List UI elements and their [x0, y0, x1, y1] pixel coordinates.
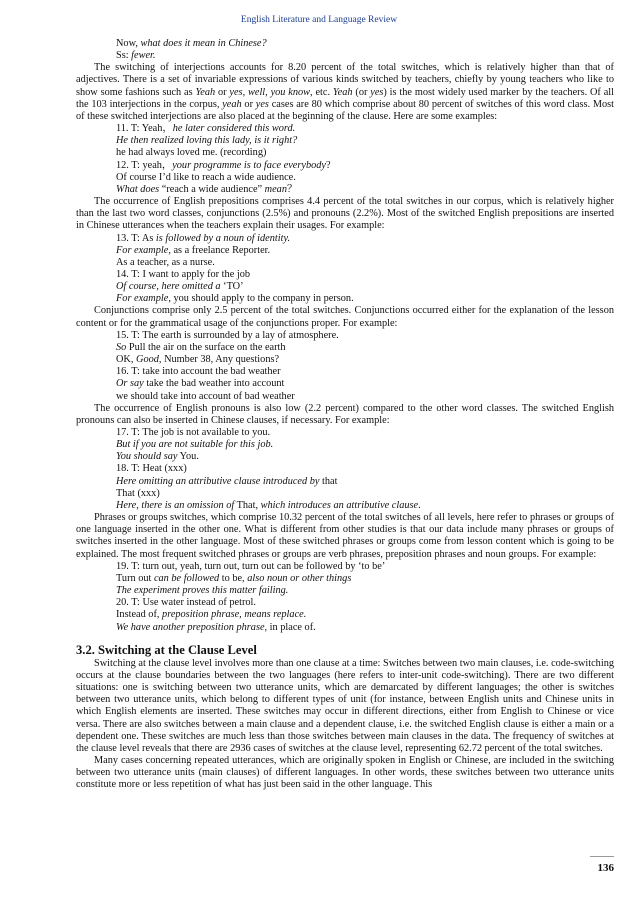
text-run: Switching at the clause level involves more than one clause at a time: Switches between two main clauses, i.e. code-switching occurs at the clause boundaries between the two languages (here refers to inter-unit code-switching). There are two different situations: one is switching between two utterance units, which are demarcated by different languages; the other is switches between two utterance units, which belong to different types of unit (for instance, between English units and Chinese units in which English elements are inserted. These switches may occur in different directions, either from English to Chinese or vice versa. There are also switches between a main clause and a dependent clause, i.e. the switched English clause is either a main or a dependent one. These switches are much less than those switches between main clauses in the data. The frequency of switches at the clause level reveals that there are 2936 cases of switches at the clause level, representing 62.72 percent of the total switches.	[76, 657, 614, 754]
example-line	[116, 38, 614, 50]
paragraph	[76, 196, 614, 232]
example-line	[116, 233, 614, 245]
example-line	[116, 573, 614, 585]
text-run: or	[215, 86, 230, 98]
example-line	[116, 622, 614, 634]
text-run: we should take into account of bad weather	[116, 390, 295, 402]
italic-text: The experiment proves this matter failing.	[116, 585, 289, 597]
text-run: 3.2. Switching at the Clause Level	[76, 642, 257, 657]
example-line	[116, 354, 614, 366]
text-run: 18. T: Heat (xxx)	[116, 463, 187, 475]
italic-text: yes	[370, 86, 384, 98]
text-run: cases are 80 which comprise about 80 percent of switches of this word class. Most of these switched interjections are also placed at the beginning of the clause. Here are some examples:	[76, 98, 615, 122]
italic-text: Of course, here omitted a	[116, 281, 221, 293]
example-line	[116, 257, 614, 269]
text-run: That,	[234, 499, 261, 511]
italic-text: Here, there is an omission of	[116, 499, 235, 511]
paragraph	[76, 403, 614, 427]
text-run: Instead of,	[116, 609, 163, 621]
text-run: 20. T: Use water instead of petrol.	[116, 597, 256, 609]
text-run: Now,	[116, 38, 141, 49]
text-run: The switching of interjections accounts for 8.20 percent of the total switches, which is relatively higher than that of adjectives. There is a set of invariable expressions of various kinds switched by teachers, chiefly by young teachers who like to show some fashions such as	[76, 62, 614, 98]
italic-text: yes	[255, 98, 269, 110]
text-run: that	[319, 475, 338, 487]
example-line	[116, 561, 614, 573]
italic-text: which introduces an attributive clause	[260, 499, 419, 511]
text-run: ‘TO’	[220, 281, 244, 293]
text-run: 14. T: I want to apply for the job	[116, 268, 250, 280]
text-run: Of course I’d like to reach a wide audience.	[116, 171, 296, 183]
text-run: As a teacher, as a nurse.	[116, 256, 215, 268]
example-line	[116, 245, 614, 257]
example-line	[116, 160, 614, 172]
text-run: 13. T: As	[116, 232, 156, 244]
italic-text: Or say	[116, 378, 144, 390]
text-run: Pull the air on the surface on the earth	[126, 341, 286, 353]
text-run: ?	[325, 159, 331, 171]
text-run: ,	[242, 86, 248, 98]
text-run: Many cases concerning repeated utterances, which are originally spoken in English or Chinese, are included in the switching between two utterance units (main clauses) of different languages. In other words, these switches between two utterance units constitute more or less repetition of what has just been said in the other language. This	[76, 755, 614, 791]
text-run: to be,	[219, 572, 248, 584]
italic-text: So	[116, 341, 127, 353]
text-run: 19. T: turn out, yeah, turn out, turn out can be followed by ‘to be’	[116, 560, 386, 572]
example-line	[116, 123, 614, 135]
text-run: That (xxx)	[116, 487, 160, 499]
text-run: Phrases or groups switches, which comprise 10.32 percent of the total switches of all levels, here refer to phrases or groups of one language inserted in the other one. What is different from other studies is that our data include many phrases or groups of switches inserted in the other language. Most of these switched phrases or groups come from lesson content which is going to be explained. The most frequent switched phrases or groups are verb phrases, preposition phrases and noun groups. For example:	[76, 512, 614, 560]
text-run: take the bad weather into account	[143, 378, 285, 390]
example-line	[116, 500, 614, 512]
footer-rule	[590, 856, 614, 857]
italic-text: he later considered this word.	[172, 123, 296, 135]
example-line	[116, 585, 614, 597]
example-line	[116, 269, 614, 281]
text-run: .	[418, 499, 421, 511]
italic-text: you know	[270, 86, 311, 98]
text-run: he had always loved me. (recording)	[116, 147, 267, 159]
italic-text: also noun or other things	[247, 572, 352, 584]
example-line	[116, 281, 614, 293]
example-line	[116, 50, 614, 62]
paragraph	[76, 512, 614, 561]
example-line	[116, 609, 614, 621]
text-run: , you should apply to the company in person.	[168, 293, 354, 305]
example-line	[116, 488, 614, 500]
text-run: (or	[352, 86, 371, 98]
text-run: ？	[286, 183, 298, 195]
example-line	[116, 147, 614, 159]
text-run: Conjunctions comprise only 2.5 percent of the total switches. Conjunctions occurred either for the explanation of the lesson content or for the grammatical usage of the conjunctions proper. For example:	[76, 305, 614, 329]
text-run: , etc.	[310, 86, 333, 98]
paragraph	[76, 305, 614, 329]
example-line	[116, 451, 614, 463]
text-run: 11. T: Yeah，	[116, 123, 173, 135]
example-line	[116, 597, 614, 609]
text-run: , in place of.	[264, 621, 316, 633]
text-run: Turn out	[116, 572, 154, 584]
running-header: English Literature and Language Review	[240, 15, 398, 25]
example-line	[116, 342, 614, 354]
example-line	[116, 184, 614, 196]
example-line	[116, 439, 614, 451]
example-line	[116, 391, 614, 403]
example-line	[116, 463, 614, 475]
article-body	[76, 38, 614, 792]
italic-text: You should say	[116, 451, 178, 463]
text-run: 12. T: yeah，	[116, 159, 173, 171]
italic-text: mean	[264, 183, 287, 195]
example-line	[116, 366, 614, 378]
italic-text: can be followed	[153, 572, 220, 584]
paragraph	[76, 658, 614, 755]
page-number: 136	[597, 862, 614, 874]
paragraph	[76, 62, 614, 123]
paragraph	[76, 755, 614, 791]
italic-text: But if you are not suitable for this job.	[116, 439, 274, 451]
italic-text: your programme is to face everybody	[172, 159, 326, 171]
italic-text: yeah	[222, 98, 242, 110]
italic-text: Yeah	[195, 86, 216, 98]
text-run: 16. T: take into account the bad weather	[116, 366, 281, 378]
example-line	[116, 378, 614, 390]
italic-text: Yeah	[332, 86, 353, 98]
text-run: as a freelance Reporter.	[170, 244, 271, 256]
italic-text: yes	[229, 86, 243, 98]
text-run: The occurrence of English prepositions comprises 4.4 percent of the total switches in our corpus, which is relatively higher than the last two word classes, conjunctions (2.5%) and pronouns (2.2%). Most of the switched English prepositions are inserted in Chinese utterances when the teachers explain their usages. For example:	[76, 196, 614, 232]
text-run: 15. T: The earth is surrounded by a lay of atmosphere.	[116, 329, 339, 341]
text-run: The occurrence of English pronouns is also low (2.2 percent) compared to the other word classes. The switched English pronouns can also be inserted in Chinese clauses, if necessary. For example:	[76, 402, 614, 426]
example-line	[116, 135, 614, 147]
italic-text: preposition phrase, means replace.	[162, 609, 307, 621]
text-run: Ss:	[116, 50, 132, 62]
italic-text: Here omitting an attributive clause introduced by	[116, 475, 320, 487]
example-line	[116, 427, 614, 439]
italic-text: For example	[116, 293, 169, 305]
text-run: ,	[265, 86, 271, 98]
example-line	[116, 172, 614, 184]
italic-text: Good	[136, 354, 159, 366]
italic-text: well	[248, 86, 266, 98]
italic-text: For example,	[116, 244, 171, 256]
text-run: 17. T: The job is not available to you.	[116, 427, 271, 438]
italic-text: what does it mean in Chinese?	[140, 38, 267, 49]
text-run: ) is the most widely used marker by the teachers. Of all the 103 interjections in the corpus,	[76, 86, 614, 110]
italic-text: fewer.	[131, 50, 156, 62]
italic-text: What does	[116, 183, 160, 195]
text-run: , Number 38, Any questions?	[158, 354, 280, 366]
text-run: “reach a wide audience”	[159, 183, 265, 195]
text-run: or	[241, 98, 256, 110]
example-line	[116, 476, 614, 488]
example-line	[116, 330, 614, 342]
section-heading	[76, 644, 614, 656]
example-line	[116, 293, 614, 305]
text-run: OK,	[116, 354, 137, 366]
italic-text: He then realized loving this lady, is it right?	[116, 135, 298, 147]
italic-text: We have another preposition phrase	[116, 621, 265, 633]
italic-text: is followed by a noun of identity.	[155, 232, 291, 244]
text-run: You.	[177, 451, 199, 463]
